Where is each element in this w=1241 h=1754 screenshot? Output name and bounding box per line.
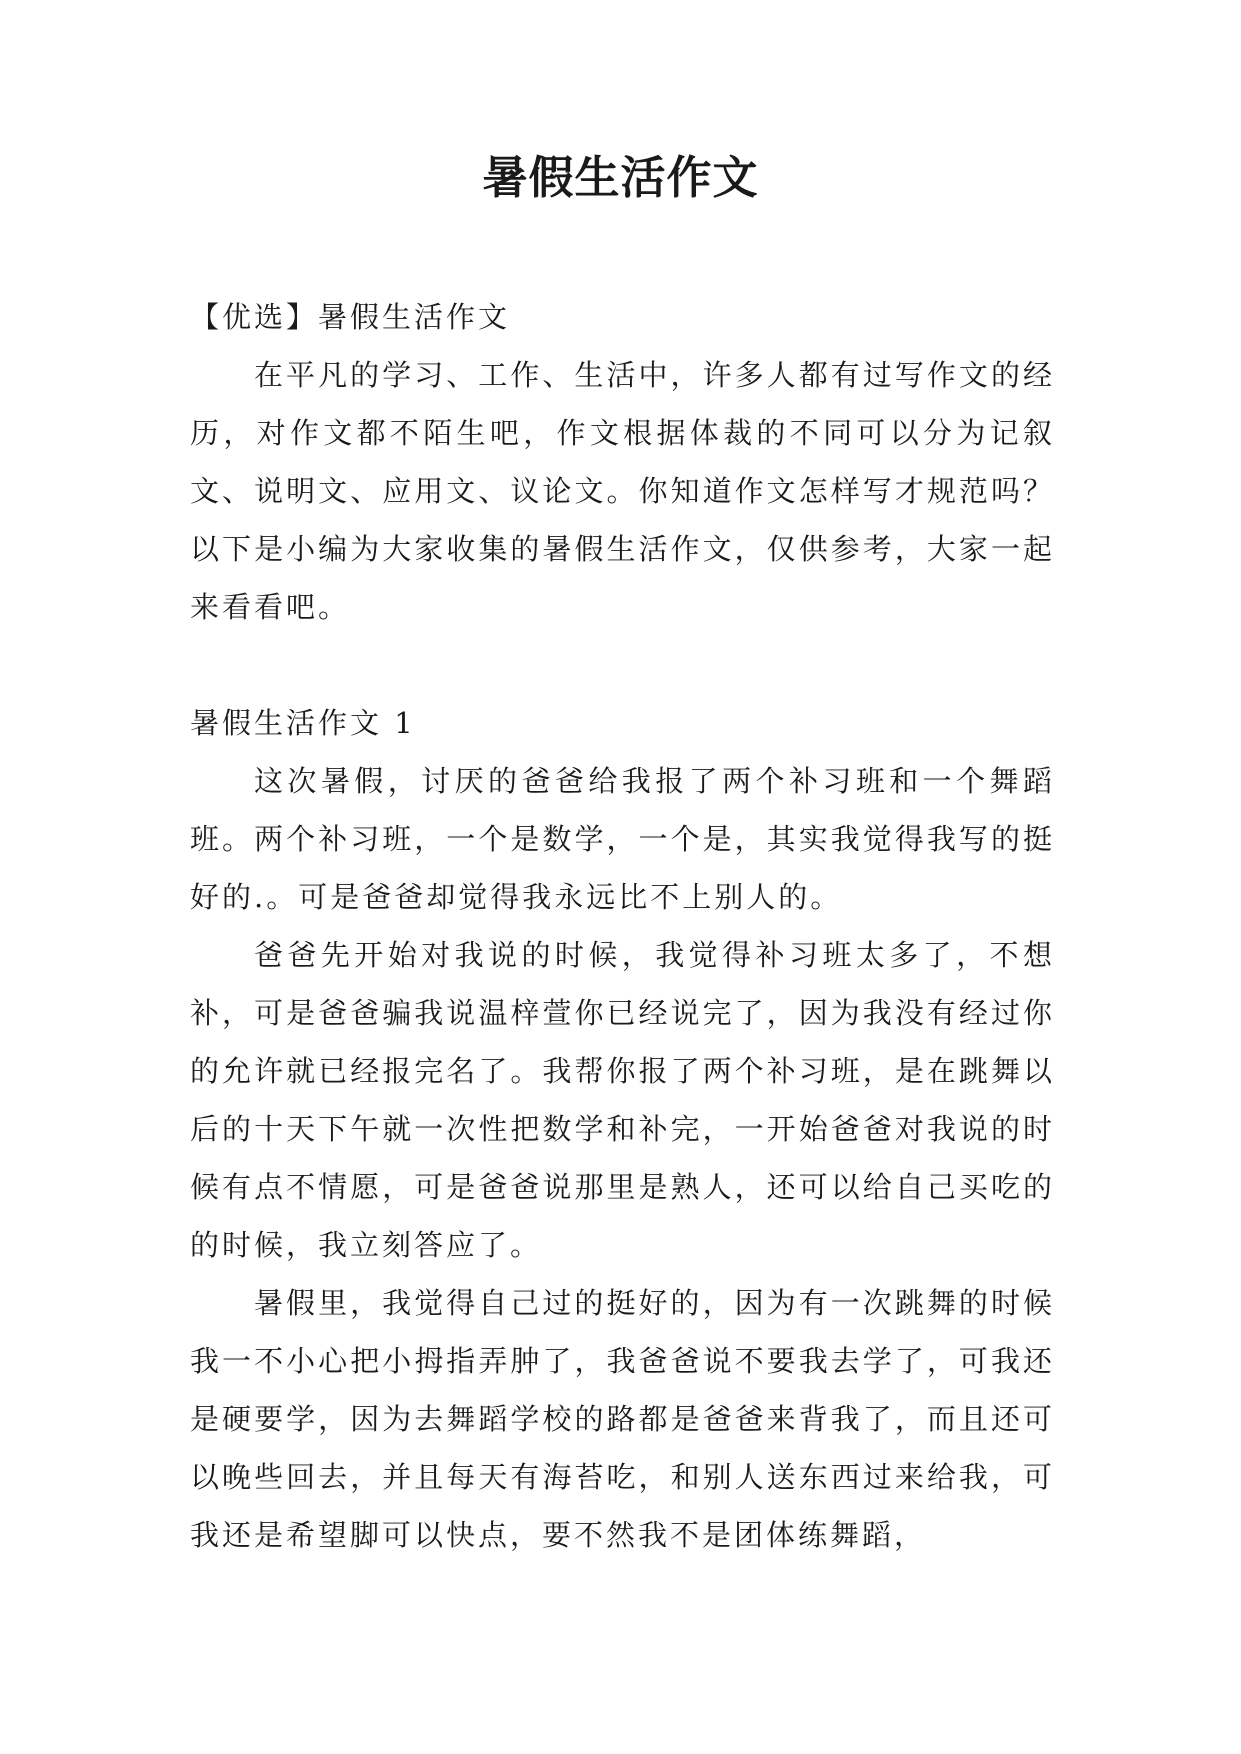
intro-paragraph: 在平凡的学习、工作、生活中，许多人都有过写作文的经历，对作文都不陌生吧，作文根据体裁的不同可以分为记叙文、说明文、应用文、议论文。你知道作文怎样写才规范吗？以下是小编为大家收集的暑假生活作文，仅供参考，大家一起来看看吧。 — [190, 358, 1055, 624]
section-heading: 暑假生活作文 1 — [190, 706, 416, 740]
body-paragraph: 这次暑假，讨厌的爸爸给我报了两个补习班和一个舞蹈班。两个补习班，一个是数学，一个是，其实我觉得我写的挺好的.。可是爸爸却觉得我永远比不上别人的。 — [190, 764, 1055, 914]
page-title: 暑假生活作文 — [482, 151, 759, 204]
section-spacer — [190, 636, 1055, 694]
body-paragraph: 爸爸先开始对我说的时候，我觉得补习班太多了，不想补，可是爸爸骗我说温梓萱你已经说完了，因为我没有经过你的允许就已经报完名了。我帮你报了两个补习班，是在跳舞以后的十天下午就一次性把数学和补完，一开始爸爸对我说的时候有点不情愿，可是爸爸说那里是熟人，还可以给自己买吃的的时候，我立刻答应了。 — [190, 938, 1055, 1262]
body-paragraph: 暑假里，我觉得自己过的挺好的，因为有一次跳舞的时候我一不小心把小拇指弄肿了，我爸爸说不要我去学了，可我还是硬要学，因为去舞蹈学校的路都是爸爸来背我了，而且还可以晚些回去，并且每天有海苔吃，和别人送东西过来给我，可我还是希望脚可以快点，要不然我不是团体练舞蹈， — [190, 1286, 1055, 1552]
document-body — [190, 288, 1055, 1564]
document-subtitle: 【优选】暑假生活作文 — [190, 300, 511, 334]
